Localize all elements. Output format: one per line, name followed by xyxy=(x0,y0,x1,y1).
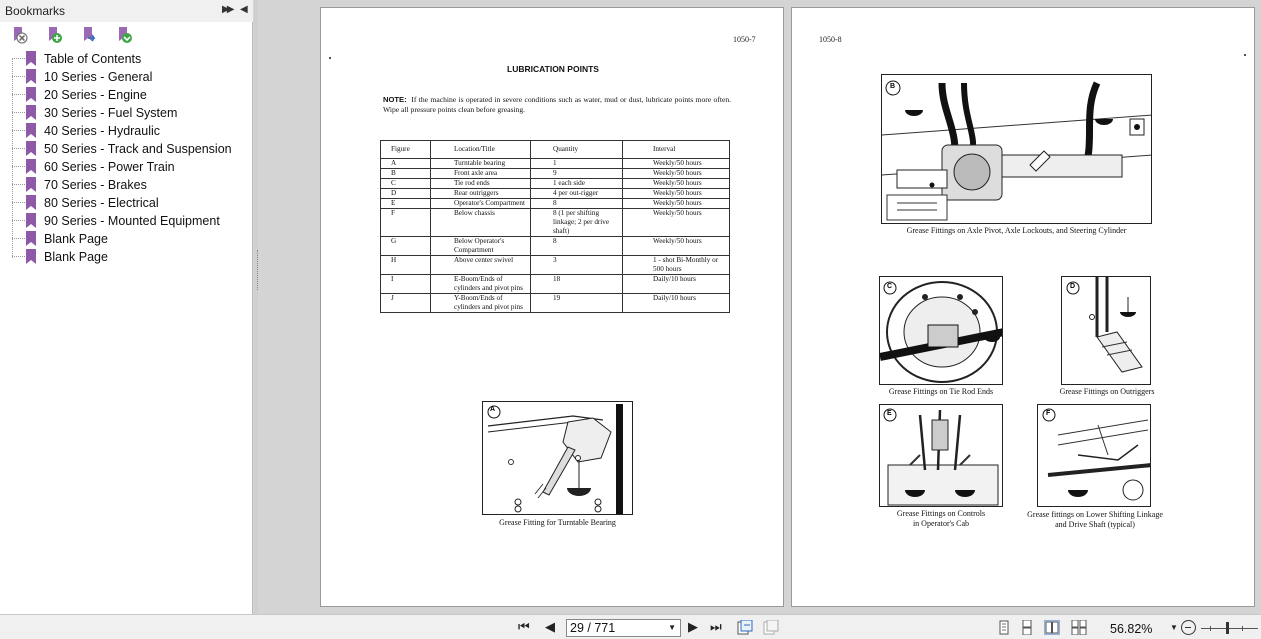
table-row xyxy=(381,294,730,313)
zoom-out-icon[interactable] xyxy=(1181,620,1196,635)
bookmark-label: Blank Page xyxy=(44,250,108,264)
table-cell: Weekly/50 hours xyxy=(623,209,730,237)
column-header: Figure xyxy=(381,141,431,159)
bookmark-properties-icon[interactable] xyxy=(81,26,99,46)
table-cell: Rear outriggers xyxy=(431,189,531,199)
figure-b-axle-pivot xyxy=(881,74,1152,224)
bookmark-tree-branch xyxy=(12,202,25,203)
table-cell: Above center swivel xyxy=(431,256,531,275)
bookmark-icon xyxy=(26,123,36,138)
table-cell: 8 xyxy=(531,199,623,209)
figure-d-outriggers xyxy=(1061,276,1151,385)
table-row xyxy=(381,256,730,275)
navigation-toolbar xyxy=(0,614,1261,639)
table-cell: 8 (1 per shifting linkage; 2 per drive shaft) xyxy=(531,209,623,237)
table-cell: I xyxy=(381,275,431,294)
single-page-icon[interactable] xyxy=(996,620,1012,635)
bookmark-icon xyxy=(26,69,36,84)
table-cell: Tie rod ends xyxy=(431,179,531,189)
table-cell: C xyxy=(381,179,431,189)
zoom-tick xyxy=(1210,626,1211,631)
table-cell: 18 xyxy=(531,275,623,294)
caption-line: Grease Fittings on Controls xyxy=(896,509,986,518)
bookmark-item[interactable] xyxy=(0,122,253,140)
bookmark-item[interactable] xyxy=(0,68,253,86)
bookmark-tree-branch xyxy=(12,184,25,185)
table-header-row xyxy=(381,141,730,159)
page-number: 1050-8 xyxy=(819,35,842,44)
previous-view-icon[interactable] xyxy=(737,620,753,635)
figure-letter: E xyxy=(887,410,892,417)
page-indicator: 29 / 771 xyxy=(570,621,616,635)
bookmark-icon xyxy=(26,159,36,174)
bookmark-tree-branch xyxy=(12,238,25,239)
column-header: Interval xyxy=(623,141,730,159)
bookmark-item[interactable] xyxy=(0,176,253,194)
zoom-tick xyxy=(1242,626,1243,631)
page-number-field[interactable] xyxy=(566,619,681,637)
lubrication-note xyxy=(383,95,731,114)
table-cell: Front axle area xyxy=(431,169,531,179)
page-number: 1050-7 xyxy=(733,35,756,44)
expand-bookmark-icon[interactable] xyxy=(116,26,134,46)
collapse-panel-icon[interactable]: ◀ xyxy=(240,4,248,15)
table-cell: D xyxy=(381,189,431,199)
caption-line: Grease fittings on Lower Shifting Linkage xyxy=(1027,510,1163,519)
table-body xyxy=(381,159,730,313)
table-row xyxy=(381,169,730,179)
document-page-right xyxy=(791,7,1255,607)
turntable-bearing-illustration xyxy=(483,402,633,515)
figure-caption: Grease Fittings on Outriggers xyxy=(1059,387,1155,396)
table-cell: 1 each side xyxy=(531,179,623,189)
bookmark-tree-branch xyxy=(12,148,25,149)
table-row xyxy=(381,275,730,294)
next-page-icon[interactable]: ▶ xyxy=(688,619,698,634)
bookmark-toolbar xyxy=(0,26,253,48)
delete-bookmark-icon[interactable] xyxy=(11,26,29,46)
bookmark-icon xyxy=(26,195,36,210)
previous-page-icon[interactable]: ◀ xyxy=(545,619,555,634)
table-cell: Weekly/50 hours xyxy=(623,179,730,189)
bookmark-icon xyxy=(26,87,36,102)
bookmark-item[interactable] xyxy=(0,140,253,158)
last-page-icon[interactable]: ⏭ xyxy=(710,619,722,634)
table-cell: 9 xyxy=(531,169,623,179)
table-row xyxy=(381,199,730,209)
chevron-down-icon[interactable]: ▼ xyxy=(1170,623,1178,632)
table-cell: 1 xyxy=(531,159,623,169)
bookmarks-title: Bookmarks xyxy=(5,4,66,18)
bookmark-tree-branch xyxy=(12,166,25,167)
bookmark-icon xyxy=(26,177,36,192)
bookmark-tree-branch xyxy=(12,112,25,113)
next-view-icon[interactable] xyxy=(763,620,779,635)
add-bookmark-icon[interactable] xyxy=(46,26,64,46)
bookmark-tree-branch xyxy=(12,76,25,77)
figure-letter: D xyxy=(1070,283,1076,290)
column-header: Location/Title xyxy=(431,141,531,159)
table-cell: Weekly/50 hours xyxy=(623,159,730,169)
table-cell: Operator's Compartment xyxy=(431,199,531,209)
figure-a-turntable-bearing xyxy=(482,401,633,515)
chevron-down-icon[interactable]: ▼ xyxy=(668,623,676,632)
table-cell: Below Operator's Compartment xyxy=(431,237,531,256)
facing-icon[interactable] xyxy=(1044,620,1060,635)
table-row xyxy=(381,179,730,189)
bookmark-tree-branch xyxy=(12,94,25,95)
table-cell: E-Boom/Ends of cylinders and pivot pins xyxy=(431,275,531,294)
bookmark-label: 20 Series - Engine xyxy=(44,88,147,102)
bookmark-icon xyxy=(26,213,36,228)
figure-letter: C xyxy=(887,283,893,290)
caption-line: and Drive Shaft (typical) xyxy=(1055,520,1135,529)
bookmarks-header xyxy=(0,0,253,22)
panel-splitter[interactable] xyxy=(254,0,258,614)
table-cell: Weekly/50 hours xyxy=(623,199,730,209)
tie-rod-illustration xyxy=(880,277,1003,385)
bookmark-tree-branch xyxy=(12,220,25,221)
bookmark-icon xyxy=(26,231,36,246)
caption-line: in Operator's Cab xyxy=(912,519,970,528)
table-cell: 1 - shot Bi-Monthly or 500 hours xyxy=(623,256,730,275)
table-cell: Weekly/50 hours xyxy=(623,237,730,256)
bookmark-item[interactable] xyxy=(0,248,253,266)
bookmark-tree-branch xyxy=(12,256,25,257)
figure-letter: B xyxy=(890,83,896,90)
continuous-icon[interactable] xyxy=(1019,620,1035,635)
lubrication-table xyxy=(380,140,730,313)
page-speck xyxy=(329,57,331,59)
figure-caption: Grease Fitting for Turntable Bearing xyxy=(499,518,616,527)
bookmark-label: 10 Series - General xyxy=(44,70,153,84)
figure-c-tie-rod xyxy=(879,276,1003,385)
figure-e-controls xyxy=(879,404,1003,507)
note-label: NOTE: xyxy=(383,95,407,104)
controls-illustration xyxy=(880,405,1003,507)
bookmark-label: 30 Series - Fuel System xyxy=(44,106,178,120)
table-cell: Y-Boom/Ends of cylinders and pivot pins xyxy=(431,294,531,313)
bookmark-item[interactable] xyxy=(0,194,253,212)
document-page-left xyxy=(320,7,784,607)
table-cell: J xyxy=(381,294,431,313)
expand-panel-icon[interactable]: ▶▶ xyxy=(222,4,232,15)
bookmark-label: Blank Page xyxy=(44,232,108,246)
zoom-level[interactable]: 56.82% xyxy=(1110,622,1153,636)
bookmark-icon xyxy=(26,105,36,120)
continuous-facing-icon[interactable] xyxy=(1071,620,1087,635)
table-cell: Weekly/50 hours xyxy=(623,169,730,179)
bookmark-label: Table of Contents xyxy=(44,52,142,66)
table-row xyxy=(381,189,730,199)
axle-pivot-illustration xyxy=(882,75,1152,224)
bookmark-label: 60 Series - Power Train xyxy=(44,160,175,174)
table-cell: G xyxy=(381,237,431,256)
bookmark-icon xyxy=(26,249,36,264)
table-cell: Daily/10 hours xyxy=(623,294,730,313)
column-header: Quantity xyxy=(531,141,623,159)
note-text: If the machine is operated in severe conditions such as water, mud or dust, lubricate points more often. Wipe all pressure points clean before greasing. xyxy=(383,95,732,114)
bookmarks-panel xyxy=(0,0,253,614)
zoom-slider-thumb[interactable] xyxy=(1226,622,1229,634)
page-title: LUBRICATION POINTS xyxy=(507,64,599,74)
bookmark-icon xyxy=(26,141,36,156)
figure-letter: F xyxy=(1046,410,1051,417)
table-cell: 4 per out-rigger xyxy=(531,189,623,199)
bookmark-label: 50 Series - Track and Suspension xyxy=(44,142,232,156)
figure-f-shifting-linkage xyxy=(1037,404,1151,507)
table-cell: Below chassis xyxy=(431,209,531,237)
shifting-linkage-illustration xyxy=(1038,405,1151,507)
table-cell: Daily/10 hours xyxy=(623,275,730,294)
bookmark-item[interactable] xyxy=(0,50,253,68)
table-cell: 8 xyxy=(531,237,623,256)
bookmark-label: 80 Series - Electrical xyxy=(44,196,159,210)
bookmark-label: 70 Series - Brakes xyxy=(44,178,147,192)
splitter-grip[interactable] xyxy=(257,250,259,290)
table-cell: 19 xyxy=(531,294,623,313)
table-row xyxy=(381,237,730,256)
bookmark-tree-branch xyxy=(12,58,25,59)
bookmark-tree-branch xyxy=(12,130,25,131)
table-cell: F xyxy=(381,209,431,237)
first-page-icon[interactable]: ⏮ xyxy=(518,619,530,634)
bookmark-item[interactable] xyxy=(0,158,253,176)
bookmark-item[interactable] xyxy=(0,230,253,248)
table-row xyxy=(381,209,730,237)
table-cell: E xyxy=(381,199,431,209)
figure-caption: Grease Fittings on Axle Pivot, Axle Lockouts, and Steering Cylinder xyxy=(906,226,1127,235)
figure-letter: A xyxy=(490,406,496,413)
table-cell: Weekly/50 hours xyxy=(623,189,730,199)
page-speck xyxy=(1244,54,1246,56)
bookmark-item[interactable] xyxy=(0,104,253,122)
bookmark-label: 40 Series - Hydraulic xyxy=(44,124,161,138)
table-row xyxy=(381,159,730,169)
table-cell: A xyxy=(381,159,431,169)
bookmark-label: 90 Series - Mounted Equipment xyxy=(44,214,220,228)
bookmark-item[interactable] xyxy=(0,86,253,104)
table-cell: B xyxy=(381,169,431,179)
table-cell: Turntable bearing xyxy=(431,159,531,169)
figure-caption: Grease Fittings on Tie Rod Ends xyxy=(888,387,994,396)
figure-caption xyxy=(872,509,1010,529)
figure-caption xyxy=(1021,510,1169,530)
outriggers-illustration xyxy=(1062,277,1151,385)
table-cell: 3 xyxy=(531,256,623,275)
table-cell: H xyxy=(381,256,431,275)
bookmark-icon xyxy=(26,51,36,66)
bookmark-item[interactable] xyxy=(0,212,253,230)
